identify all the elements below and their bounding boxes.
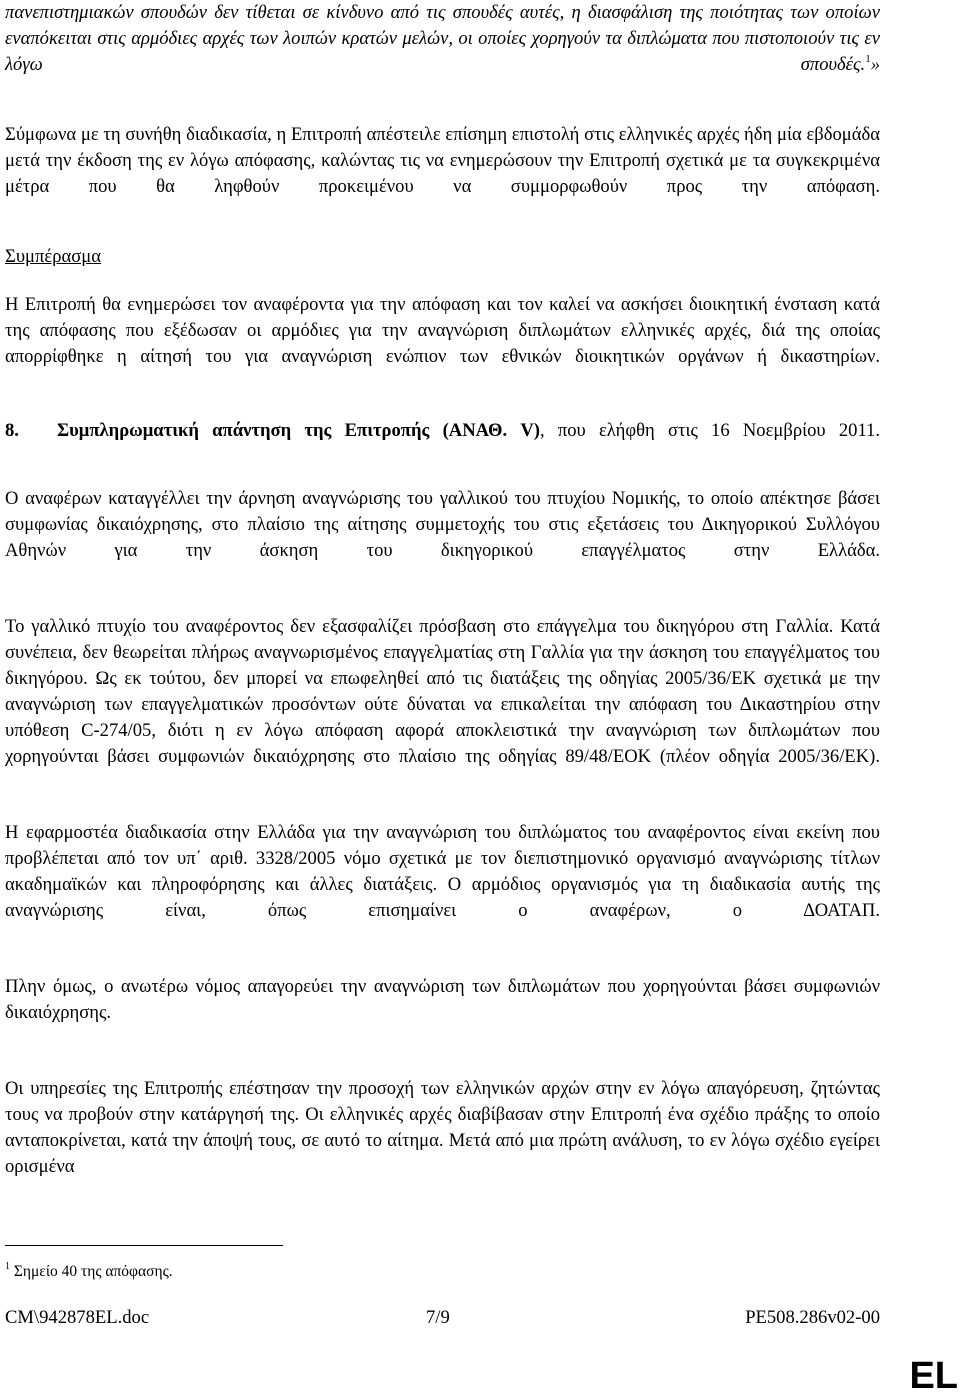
language-code: EL [909, 1355, 958, 1397]
paragraph-prohibition: Πλην όμως, ο ανωτέρω νόμος απαγορεύει την αναγνώριση των διπλωμάτων που χορηγούνται βάσει συμφωνιών δικαιόχρησης. [5, 976, 880, 1023]
footnote [5, 1258, 173, 1281]
conclusion-heading: Συμπέρασμα [5, 246, 101, 267]
footnote-text: Σημείο 40 της απόφασης. [13, 1263, 173, 1280]
footnote-ref[interactable]: 1 [865, 53, 871, 65]
paragraph-conclusion: Η Επιτροπή θα ενημερώσει τον αναφέροντα για την απόφαση και τον καλεί να ασκήσει διοικητική ένσταση κατά της απόφασης που εξέδωσαν οι αρμόδιες για την αναγνώριση διπλωμάτων ελληνικές αρχές, διά της οποίας απορρίφθηκε η αίτησή του για αναγνώριση ενώπιον των εθνικών διοικητικών οργάνων ή δικαστηρίων. [5, 294, 880, 367]
footer-reference: PE508.286v02-00 [745, 1307, 880, 1328]
section-subtitle: , που ελήφθη στις 16 Νοεμβρίου 2011. [539, 420, 880, 441]
document-body [5, 0, 880, 1206]
paragraph-commission-services: Οι υπηρεσίες της Επιτροπής επέστησαν την προσοχή των ελληνικών αρχών στην εν λόγω απαγόρευση, ζητώντας τους να προβούν στην κατάργησή της. Οι ελληνικές αρχές διαβίβασαν στην Επιτροπή ένα σχέδιο πράξης το οποίο ανταποκρίνεται, κατά την άποψή τους, σε αυτό το αίτημα. Μετά από μια πρώτη ανάλυση, το εν λόγω σχέδιο εγείρει ορισμένα [5, 1078, 880, 1177]
section-title-line [57, 418, 880, 470]
section-title: Συμπληρωματική απάντηση της Επιτροπής (ΑΝΑΘ. V) [57, 420, 540, 441]
footer-doc-id: CM\942878EL.doc [5, 1307, 150, 1328]
paragraph-quote-end [5, 0, 880, 104]
section-8-heading [5, 418, 880, 470]
section-number: 8. [5, 420, 19, 441]
paragraph-procedure: Σύμφωνα με τη συνήθη διαδικασία, η Επιτροπή απέστειλε επίσημη επιστολή στις ελληνικές αρχές ήδη μία εβδομάδα μετά την έκδοση της εν λόγω απόφασης, καλώντας τις να ενημερώσουν την Επιτροπή σχετικά με τα συγκεκριμένα μέτρα που θα ληφθούν προκειμένου να συμμορφωθούν προς την απόφαση. [5, 124, 880, 197]
footnote-separator [5, 1245, 283, 1246]
footnote-number: 1 [5, 1261, 10, 1272]
paragraph-french-degree: Το γαλλικό πτυχίο του αναφέροντος δεν εξασφαλίζει πρόσβαση στο επάγγελμα του δικηγόρου στη Γαλλία. Κατά συνέπεια, δεν θεωρείται πλήρως αναγνωρισμένος επαγγελματίας στη Γαλλία για την άσκηση του επαγγέλματος του δικηγόρου. Ως εκ τούτου, δεν μπορεί να επωφεληθεί από τις διατάξεις της οδηγίας 2005/36/ΕΚ σχετικά με την αναγνώριση των επαγγελματικών προσόντων ούτε δύναται να επικαλείται την απόφαση του Δικαστηρίου στην υπόθεση C-274/05, διότι η εν λόγω απόφαση αφορά αποκλειστικά την αναγνώριση των διπλωμάτων που χορηγούνται βάσει συμφωνιών δικαιόχρησης στο πλαίσιο της οδηγίας 89/48/ΕΟΚ (πλέον οδηγία 2005/36/ΕΚ). [5, 616, 880, 767]
page-footer [5, 1307, 880, 1331]
closing-quote: » [870, 54, 880, 75]
footer-page-number: 7/9 [426, 1307, 450, 1328]
paragraph-complaint: Ο αναφέρων καταγγέλλει την άρνηση αναγνώρισης του γαλλικού του πτυχίου Νομικής, το οποίο απέκτησε βάσει συμφωνίας δικαιόχρησης, στο πλαίσιο της αίτησης συμμετοχής του στις εξετάσεις του Δικηγορικού Συλλόγου Αθηνών για την άσκηση του δικηγορικού επαγγέλματος στην Ελλάδα. [5, 488, 880, 561]
paragraph-procedure-greece: Η εφαρμοστέα διαδικασία στην Ελλάδα για την αναγνώριση του διπλώματος του αναφέροντος είναι εκείνη που προβλέπεται από τον υπ΄ αριθ. 3328/2005 νόμο σχετικά με τον διεπιστημονικό οργανισμό αναγνώρισης τίτλων ακαδημαϊκών και πληροφόρησης και άλλες διατάξεις. Ο αρμόδιος οργανισμός για τη διαδικασία αυτής της αναγνώρισης είναι, όπως επισημαίνει ο αναφέρων, ο ΔΟΑΤΑΠ. [5, 822, 880, 921]
paragraph-text: πανεπιστημιακών σπουδών δεν τίθεται σε κίνδυνο από τις σπουδές αυτές, η διασφάλιση της ποιότητας των οποίων εναπόκειται στις αρμόδιες αρχές των λοιπών κρατών μελών, οι οποίες χορηγούν τα διπλώματα που πιστοποιούν τις εν λόγω σπουδές. [5, 2, 880, 75]
